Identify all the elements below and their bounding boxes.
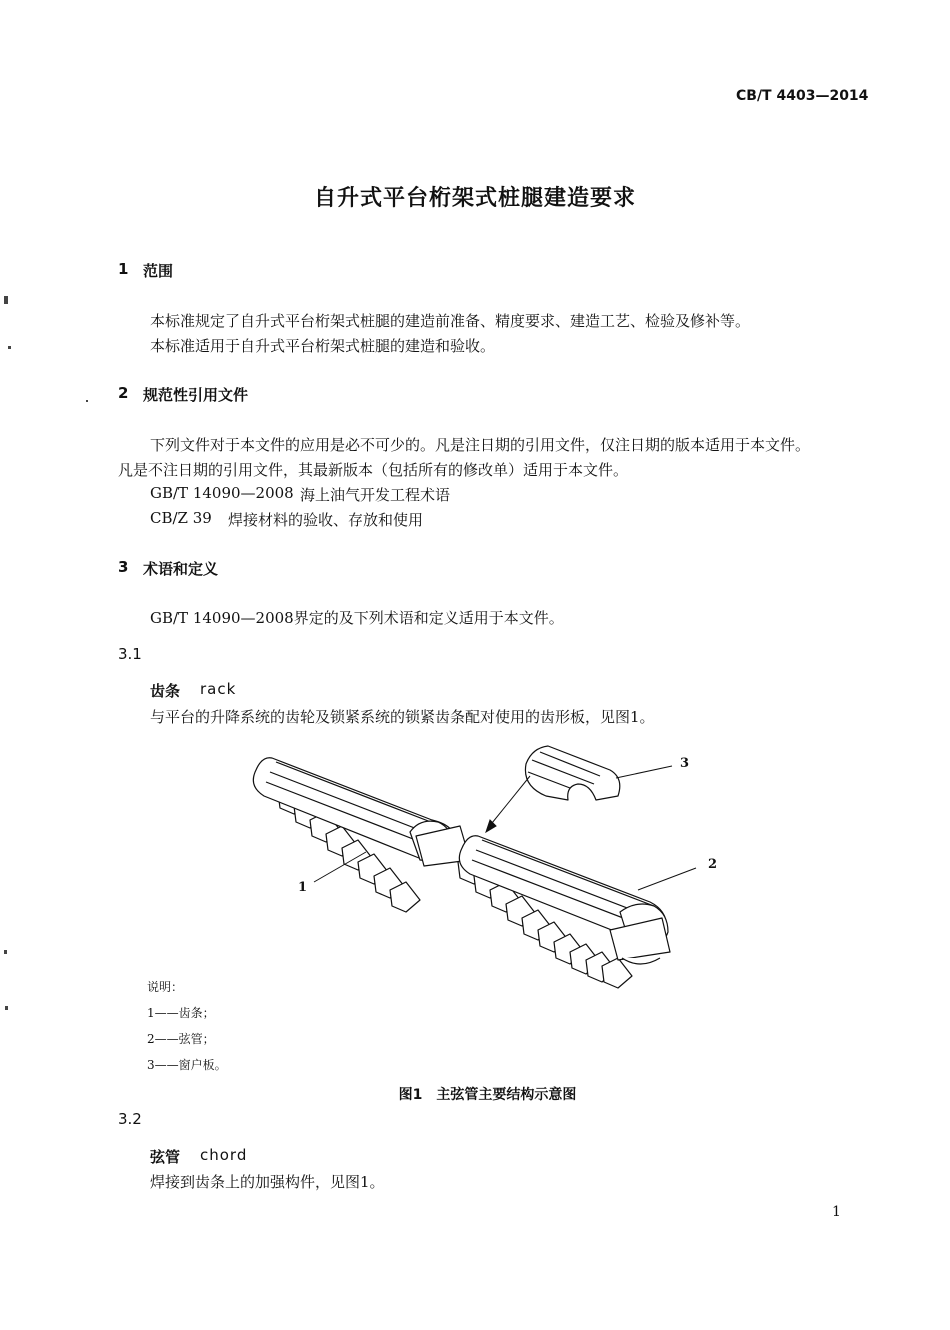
term-en: rack bbox=[200, 680, 237, 698]
paragraph: 本标准适用于自升式平台桁架式桩腿的建造和验收。 bbox=[150, 337, 496, 355]
legend-title: 说明： bbox=[147, 980, 184, 994]
term-en: chord bbox=[200, 1146, 248, 1164]
callout-3: 3 bbox=[680, 756, 690, 771]
legend-item: 1——齿条； bbox=[147, 1006, 215, 1020]
paragraph: 凡是不注日期的引用文件，其最新版本（包括所有的修改单）适用于本文件。 bbox=[118, 461, 629, 479]
section-number: 1 bbox=[118, 260, 129, 278]
definition: 与平台的升降系统的齿轮及锁紧系统的锁紧齿条配对使用的齿形板，见图1。 bbox=[150, 708, 655, 726]
definition: 焊接到齿条上的加强构件，见图1。 bbox=[150, 1173, 385, 1191]
section-number: 3 bbox=[118, 558, 129, 576]
arrow-line bbox=[488, 776, 530, 828]
clause-number: 3.2 bbox=[118, 1110, 142, 1128]
legend-item: 3——窗户板。 bbox=[147, 1058, 227, 1072]
paragraph: 本标准规定了自升式平台桁架式桩腿的建造前准备、精度要求、建造工艺、检验及修补等。 bbox=[150, 312, 751, 330]
paragraph: 下列文件对于本文件的应用是必不可少的。凡是注日期的引用文件，仅注日期的版本适用于本文件。 bbox=[150, 436, 811, 454]
reference-name: 焊接材料的验收、存放和使用 bbox=[228, 511, 424, 529]
section-heading: 范围 bbox=[143, 262, 174, 280]
reference-code: CB/Z 39 bbox=[150, 509, 212, 527]
figure-caption: 图1 主弦管主要结构示意图 bbox=[398, 1087, 577, 1103]
callout-1: 1 bbox=[298, 880, 308, 895]
reference-code: GB/T 14090—2008 bbox=[150, 484, 294, 502]
clause-number: 3.1 bbox=[118, 645, 142, 663]
arrow-head bbox=[486, 820, 496, 832]
term-cn: 弦管 bbox=[150, 1148, 181, 1166]
callout-2: 2 bbox=[708, 857, 718, 872]
leader-line bbox=[638, 868, 696, 890]
page-title: 自升式平台桁架式桩腿建造要求 bbox=[313, 186, 636, 211]
reference-name: 海上油气开发工程术语 bbox=[300, 486, 451, 504]
section-number: 2 bbox=[118, 384, 129, 402]
legend-item: 2——弦管； bbox=[147, 1032, 215, 1046]
term-cn: 齿条 bbox=[150, 682, 181, 700]
paragraph: GB/T 14090—2008界定的及下列术语和定义适用于本文件。 bbox=[150, 609, 564, 627]
section-heading: 规范性引用文件 bbox=[143, 386, 249, 404]
standard-code: CB/T 4403—2014 bbox=[736, 88, 869, 104]
section-heading: 术语和定义 bbox=[143, 560, 219, 578]
leader-line bbox=[616, 766, 672, 778]
page-number: 1 bbox=[832, 1204, 841, 1220]
window-plate bbox=[525, 746, 619, 800]
